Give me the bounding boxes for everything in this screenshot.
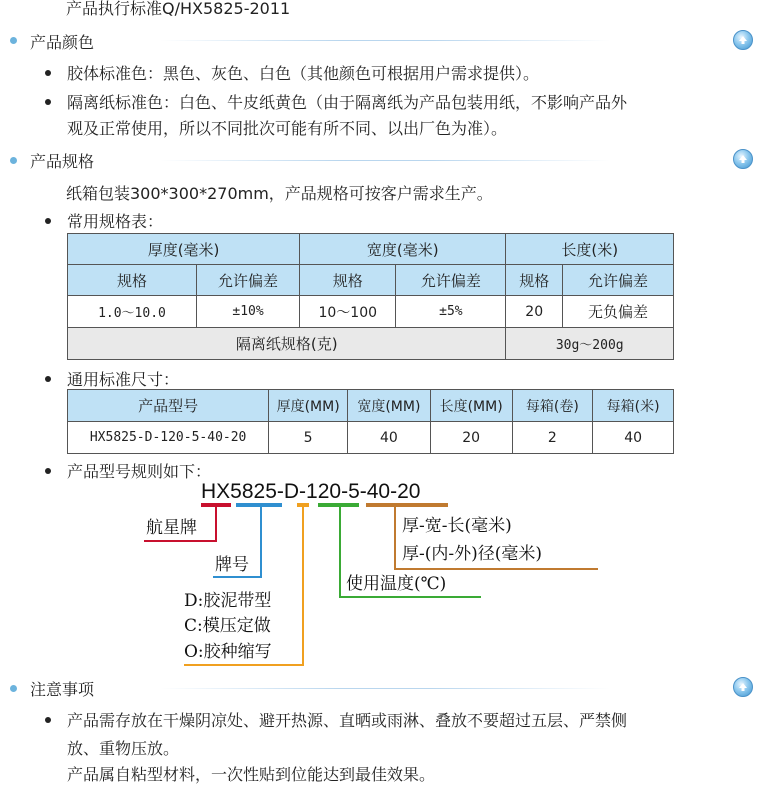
table-cell: 2 bbox=[512, 422, 593, 454]
paper-spec-value: 30g～200g bbox=[506, 328, 674, 360]
table-header: 长度(MM) bbox=[430, 390, 512, 422]
number-label: 牌号 bbox=[215, 555, 249, 575]
common-spec-label: 常用规格表： bbox=[67, 212, 164, 231]
temp-label: 使用温度(℃) bbox=[346, 574, 447, 594]
standard-size-label: 通用标准尺寸： bbox=[67, 370, 180, 389]
table-header: 宽度(MM) bbox=[348, 390, 431, 422]
table-header: 产品型号 bbox=[68, 390, 269, 422]
section-divider bbox=[160, 688, 610, 689]
table-subheader: 规格 bbox=[506, 265, 563, 296]
table-subheader: 允许偏差 bbox=[563, 265, 674, 296]
model-rule-label: 产品型号规则如下： bbox=[67, 462, 212, 481]
section-title-spec: 产品规格 bbox=[30, 152, 95, 171]
dim-label: 厚-宽-长(毫米) bbox=[402, 516, 512, 536]
back-to-top-icon[interactable] bbox=[733, 677, 753, 697]
table-subheader: 规格 bbox=[68, 265, 197, 296]
table-cell: 10～100 bbox=[300, 296, 396, 328]
list-item: 产品需存放在干燥阴凉处、避开热源、直晒或雨淋、叠放不要超过五层、严禁侧 bbox=[67, 711, 628, 730]
table-header: 每箱(米) bbox=[593, 390, 674, 422]
table-header: 厚度(毫米) bbox=[68, 234, 300, 265]
table-cell: 20 bbox=[430, 422, 512, 454]
section-title-notes: 注意事项 bbox=[30, 680, 95, 699]
section-bullet bbox=[10, 685, 17, 692]
table-header: 宽度(毫米) bbox=[300, 234, 506, 265]
model-code: HX5825-D-120-5-40-20 bbox=[201, 480, 421, 503]
table-cell: 5 bbox=[269, 422, 348, 454]
table-subheader: 规格 bbox=[300, 265, 396, 296]
list-bullet bbox=[45, 717, 51, 723]
type-label: C:模压定做 bbox=[184, 616, 271, 636]
type-label: D:胶泥带型 bbox=[184, 591, 272, 611]
list-item: 胶体标准色：黑色、灰色、白色（其他颜色可根据用户需求提供）。 bbox=[67, 64, 540, 83]
type-label: O:胶种缩写 bbox=[184, 642, 272, 662]
brand-label: 航星牌 bbox=[146, 518, 197, 538]
table-cell: 1.0～10.0 bbox=[68, 296, 197, 328]
type-connector bbox=[184, 505, 303, 665]
table-header: 每箱(卷) bbox=[512, 390, 593, 422]
standard-line: 产品执行标准Q/HX5825-2011 bbox=[66, 0, 291, 18]
list-item-continued: 放、重物压放。 bbox=[67, 739, 180, 758]
table-cell: 40 bbox=[593, 422, 674, 454]
table-subheader: 允许偏差 bbox=[396, 265, 506, 296]
table-header: 厚度(MM) bbox=[269, 390, 348, 422]
paper-spec-label: 隔离纸规格(克) bbox=[68, 328, 506, 360]
section-title-color: 产品颜色 bbox=[30, 33, 95, 52]
table-cell: 无负偏差 bbox=[563, 296, 674, 328]
table-cell: ±5% bbox=[396, 296, 506, 328]
packing-text: 纸箱包装300*300*270mm，产品规格可按客户需求生产。 bbox=[66, 184, 493, 203]
table-header: 长度(米) bbox=[506, 234, 674, 265]
dim-label: 厚-(内-外)径(毫米) bbox=[402, 544, 543, 564]
table-subheader: 允许偏差 bbox=[196, 265, 299, 296]
table-cell: ±10% bbox=[196, 296, 299, 328]
list-item-continued: 观及正常使用，所以不同批次可能有所不同、以出厂色为准）。 bbox=[67, 119, 508, 138]
list-item: 隔离纸标准色：白色、牛皮纸黄色（由于隔离纸为产品包装用纸，不影响产品外 bbox=[67, 93, 628, 112]
list-item: 产品属自粘型材料，一次性贴到位能达到最佳效果。 bbox=[67, 765, 436, 784]
table-cell: HX5825-D-120-5-40-20 bbox=[68, 422, 269, 454]
table-cell: 40 bbox=[348, 422, 431, 454]
table-cell: 20 bbox=[506, 296, 563, 328]
